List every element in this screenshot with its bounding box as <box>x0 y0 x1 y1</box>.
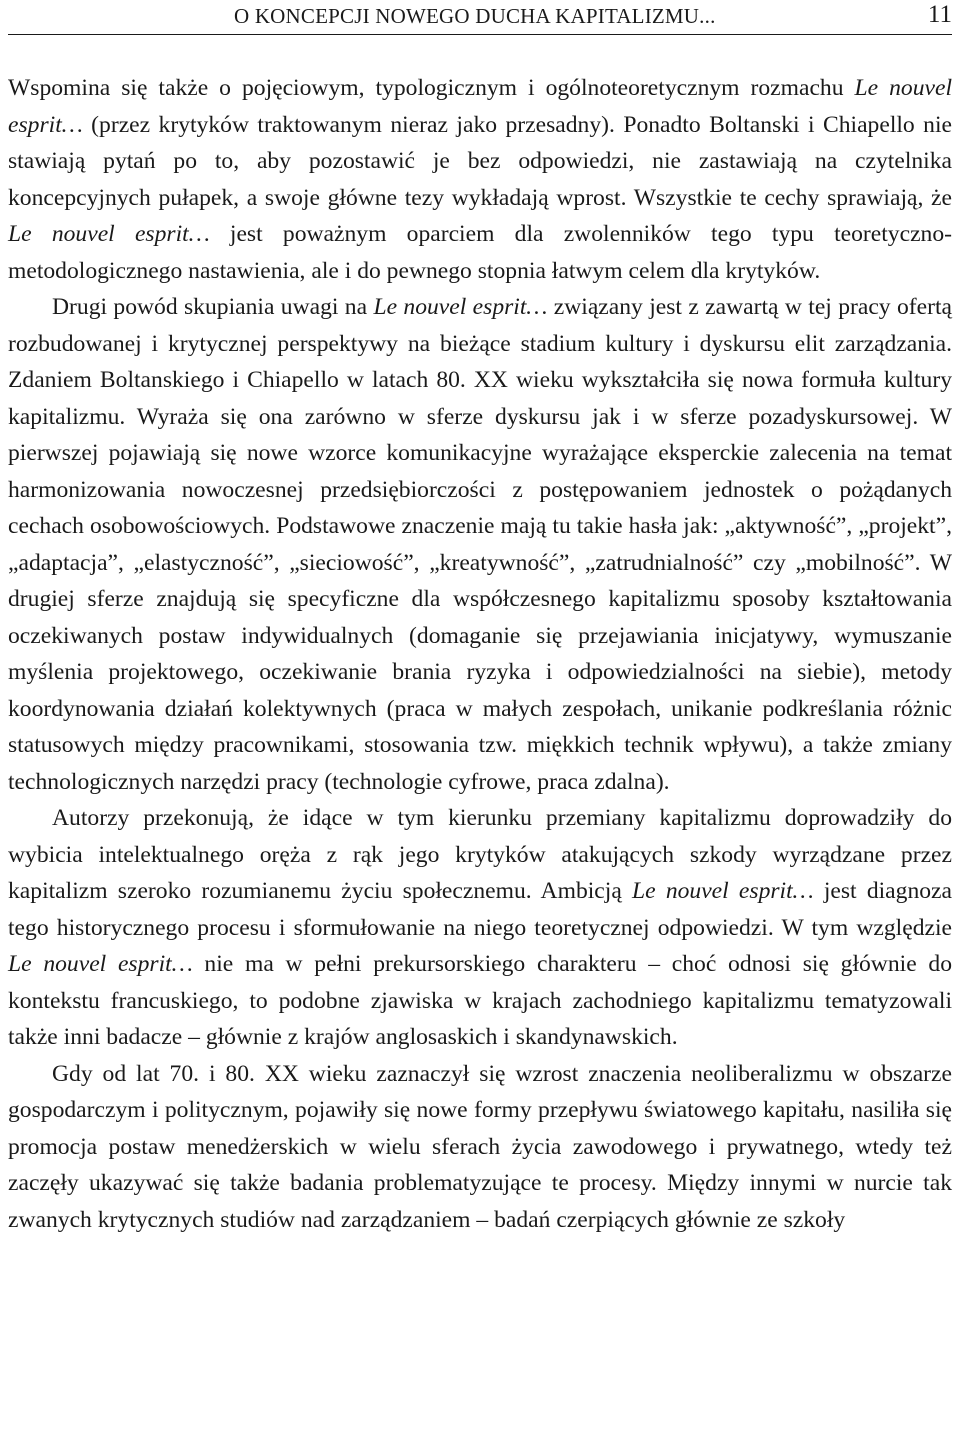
text-run: Gdy od lat 70. i 80. XX wieku zaznaczył się wzrost znaczenia neoliberalizmu w obszarze gospodarczym i politycznym, pojawiły się nowe formy przepływu światowego kapitału, nasiliła się promocja postaw menedżerskich w wielu sferach życia zawodowego i prywatnego, wtedy też zaczęły ukazywać się także badania problematyzujące te procesy. Między innymi w nurcie tak zwanych krytycznych studiów nad zarządzaniem – badań czerpiących głównie ze szkoły <box>8 1060 952 1233</box>
text-run: jest diagnoza tego historycznego procesu i sformułowanie na niego teoretycznej odpowiedzi. W tym względzie <box>8 878 952 941</box>
text-run: związany jest z zawartą w tej pracy ofertą rozbudowanej i krytycznej perspektywy na bieżące stadium kultury i dyskursu elit zarządzania. Zdaniem Boltanskiego i Chiapello w latach 80. XX wieku wykształciła się nowa formuła kultury kapitalizmu. Wyraża się ona zarówno w sferze dyskursu jak i w sferze pozadyskursowej. W pierwszej pojawiają się nowe wzorce komunikacyjne wyrażające eksperckie zalecenia na temat harmonizowania nowoczesnej przedsiębiorczości z postępowaniem jednostek o pożądanych cechach osobowościowych. Podstawowe znaczenie mają tu takie hasła jak: „aktywność”, „projekt”, „adaptacja”, „elastyczność”, „sieciowość”, „kreatywność”, „zatrudnialność” czy „mobilność”. W drugiej sferze znajdują się specyficzne dla współczesnego kapitalizmu sposoby kształtowania oczekiwanych postaw indywidualnych (domaganie się przejawiania inicjatywy, wymuszanie myślenia projektowego, oczekiwanie brania ryzyka i odpowiedzialności na siebie), metody koordynowania działań kolektywnych (praca w małych zespołach, unikanie podkreślania różnic statusowych między pracownikami, stosowania tzw. miękkich technik wpływu), a także zmiany technologicznych narzędzi pracy (technologie cyfrowe, praca zdalna). <box>8 294 952 795</box>
paragraph-1 <box>8 70 952 289</box>
italic-title: Le nouvel esprit… <box>373 294 548 320</box>
italic-title: Le nouvel esprit… <box>8 951 193 977</box>
running-header-title: O KONCEPCJI NOWEGO DUCHA KAPITALIZMU... <box>234 4 716 28</box>
text-run: nie ma w pełni prekursorskiego charakteru – choć odnosi się głównie do kontekstu francuskiego, to podobne zjawiska w krajach zachodniego kapitalizmu tematyzowali także inni badacze – głównie z krajów anglosaskich i skandynawskich. <box>8 951 952 1050</box>
paragraph-3 <box>8 800 952 1056</box>
italic-title: Le nouvel esprit… <box>632 878 814 904</box>
text-run: Drugi powód skupiania uwagi na <box>52 294 374 320</box>
book-page <box>8 0 952 1443</box>
italic-title: Le nouvel esprit… <box>8 75 952 138</box>
page-number: 11 <box>927 1 952 28</box>
paragraph-2 <box>8 289 952 800</box>
italic-title: Le nouvel esprit… <box>8 221 210 247</box>
text-run: Autorzy przekonują, że idące w tym kierunku przemiany kapitalizmu doprowadziły do wybicia intelektualnego oręża z rąk jego krytyków atakujących szkody wyrządzane przez kapitalizm szeroko rozumianemu życiu społecznemu. Ambicją <box>8 805 952 904</box>
text-run: Wspomina się także o pojęciowym, typologicznym i ogólnoteoretycznym rozmachu <box>8 75 855 101</box>
body-text <box>8 70 952 1238</box>
text-run: jest poważnym oparciem dla zwolenników tego typu teoretyczno-metodologicznego nastawienia, ale i do pewnego stopnia łatwym celem dla krytyków. <box>8 221 952 284</box>
running-header <box>8 0 952 35</box>
text-run: (przez krytyków traktowanym nieraz jako przesadny). Ponadto Boltanski i Chiapello nie stawiają pytań po to, aby pozostawić je bez odpowiedzi, nie zastawiają na czytelnika koncepcyjnych pułapek, a swoje główne tezy wykładają wprost. Wszystkie te cechy sprawiają, że <box>8 111 952 211</box>
paragraph-4 <box>8 1056 952 1239</box>
